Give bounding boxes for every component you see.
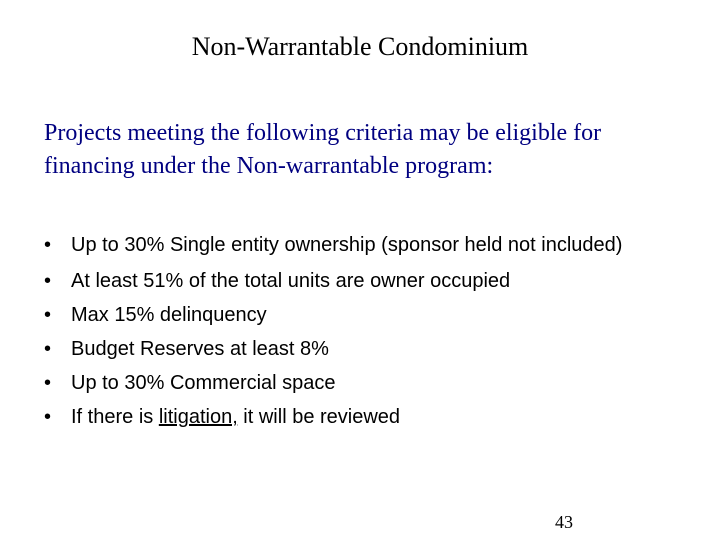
litigation-text: litigation, (158, 406, 238, 428)
page-number: 43 (555, 512, 573, 532)
criteria-list (44, 230, 664, 434)
list-item-text: Up to 30% Single entity ownership (sponsor held not included) (71, 234, 623, 256)
bullet-icon: • (44, 304, 52, 326)
list-item (44, 264, 664, 298)
bullet-icon: • (44, 406, 52, 428)
bullet-icon: • (44, 234, 52, 256)
list-item (44, 332, 664, 366)
list-item (44, 400, 664, 434)
list-item-text: Budget Reserves at least 8% (71, 338, 329, 360)
intro-text: Projects meeting the following criteria may be eligible for financing under the Non-warrantable program: (44, 120, 602, 179)
list-item-text-before: If there is (71, 406, 159, 428)
list-item (44, 230, 664, 264)
bullet-icon: • (44, 270, 52, 292)
list-item-text: At least 51% of the total units are owner occupied (71, 270, 511, 292)
list-item-text: Max 15% delinquency (71, 304, 267, 326)
bullet-icon: • (44, 372, 52, 394)
slide-title: Non-Warrantable Condominium (191, 32, 529, 61)
bullet-icon: • (44, 338, 52, 360)
list-item-text: Up to 30% Commercial space (71, 372, 336, 394)
list-item-text-after: it will be reviewed (237, 406, 401, 428)
list-item (44, 298, 664, 332)
list-item (44, 366, 664, 400)
